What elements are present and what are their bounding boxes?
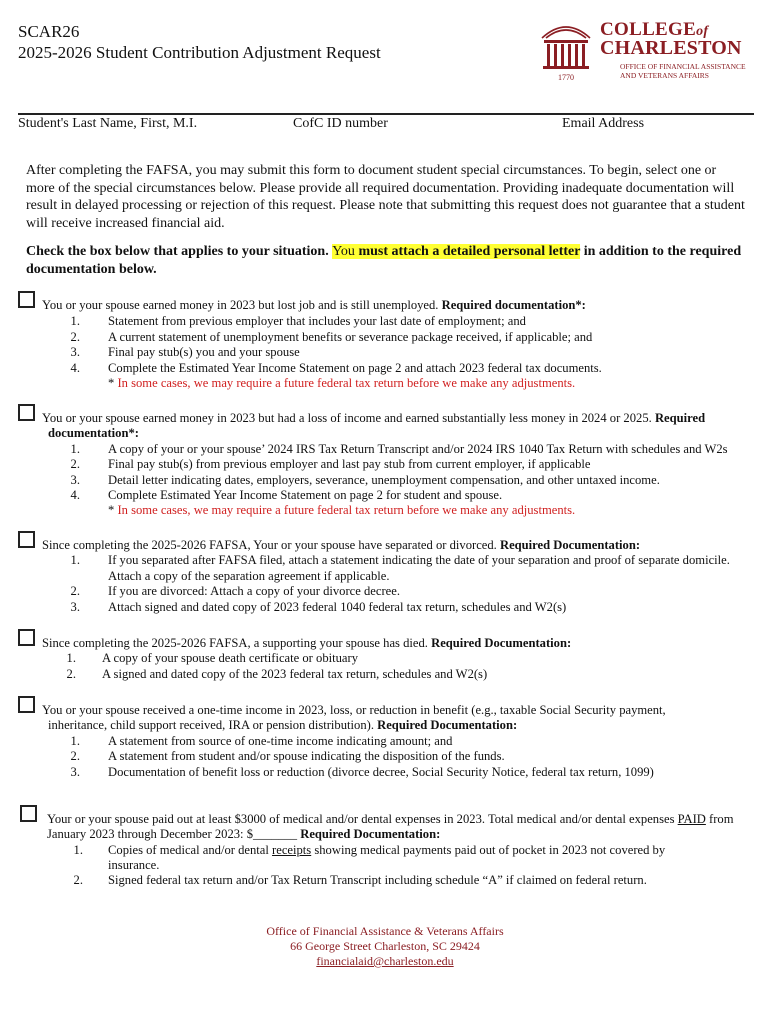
section-medical-lead: Your or your spouse paid out at least $3000 of medical and/or dental expenses in 2023. Total medical and/or dental expenses PAID from bbox=[47, 812, 734, 826]
section-income-loss-lead: You or your spouse earned money in 2023 but had a loss of income and earned substantially less money in 2024 or 2025. Required bbox=[42, 411, 706, 425]
item-number: 1. bbox=[70, 442, 80, 456]
list-item: If you separated after FAFSA filed, attach a statement indicating the date of your separation and proof of separate domicile. bbox=[108, 553, 730, 567]
required-doc-label: Required documentation*: bbox=[441, 298, 586, 312]
email-label: Email Address bbox=[562, 116, 645, 131]
list-item: A copy of your or your spouse’ 2024 IRS Tax Return Transcript and/or 2024 IRS 1040 Tax Return with schedules and W2s bbox=[108, 442, 728, 456]
footer-address: 66 George Street Charleston, SC 29424 bbox=[290, 939, 480, 953]
checkbox-medical-expenses[interactable] bbox=[20, 805, 37, 822]
item-number: 1. bbox=[70, 314, 80, 328]
section-separated-lead: Since completing the 2025-2026 FAFSA, Your or your spouse have separated or divorced. Required Documentation: bbox=[42, 538, 641, 552]
cofc-id-label: CofC ID number bbox=[293, 116, 388, 131]
footer-email-link[interactable]: financialaid@charleston.edu bbox=[316, 954, 454, 968]
note: * In some cases, we may require a future federal tax return before we make any adjustments. bbox=[108, 376, 576, 390]
college-seal-icon bbox=[538, 18, 594, 84]
footer-office: Office of Financial Assistance & Veterans Affairs bbox=[266, 924, 504, 938]
section-lost-job-lead: You or your spouse earned money in 2023 but lost job and is still unemployed. Required documentation*: bbox=[42, 298, 586, 312]
item-number: 3. bbox=[70, 473, 80, 487]
logo-office-line1: OFFICE OF FINANCIAL ASSISTANCE bbox=[620, 62, 746, 71]
instruction-highlight-b: must attach a detailed personal letter bbox=[358, 244, 581, 259]
item-number: 3. bbox=[70, 765, 80, 779]
item-number: 1. bbox=[70, 553, 80, 567]
list-item-cont: insurance. bbox=[108, 858, 160, 872]
list-item: A signed and dated copy of the 2023 federal tax return, schedules and W2(s) bbox=[102, 667, 488, 681]
list-item-cont: Attach a copy of the separation agreement if applicable. bbox=[108, 569, 390, 583]
checkbox-spouse-died[interactable] bbox=[18, 629, 35, 646]
logo-year: 1770 bbox=[558, 73, 574, 82]
list-item: Complete the Estimated Year Income Statement on page 2 and attach 2023 federal tax documents. bbox=[108, 361, 602, 375]
section-spouse-died-lead: Since completing the 2025-2026 FAFSA, a supporting your spouse has died. Required Documentation: bbox=[42, 636, 572, 650]
list-item: If you are divorced: Attach a copy of your divorce decree. bbox=[108, 584, 400, 598]
instruction-part1: Check the box below that applies to your situation. bbox=[26, 244, 329, 259]
list-item: Documentation of benefit loss or reduction (divorce decree, Social Security Notice, federal tax return, 1099) bbox=[108, 765, 654, 779]
list-item: Detail letter indicating dates, employers, severance, unemployment compensation, and other untaxed income. bbox=[108, 473, 660, 487]
item-number: 2. bbox=[73, 873, 83, 887]
checkbox-income-loss[interactable] bbox=[18, 404, 35, 421]
college-logo bbox=[538, 18, 746, 84]
item-number: 4. bbox=[70, 361, 80, 375]
list-item: A statement from source of one-time income indicating amount; and bbox=[108, 734, 453, 748]
item-number: 4. bbox=[70, 488, 80, 502]
instruction-part2: in addition to the required documentation below. bbox=[26, 244, 742, 277]
list-item: Final pay stub(s) from previous employer and last pay stub from current employer, if applicable bbox=[108, 457, 591, 471]
logo-office-line2: AND VETERANS AFFAIRS bbox=[620, 71, 709, 80]
item-number: 1. bbox=[66, 651, 76, 665]
list-item: Final pay stub(s) you and your spouse bbox=[108, 345, 300, 359]
list-item: Statement from previous employer that includes your last date of employment; and bbox=[108, 314, 526, 328]
list-item: Attach signed and dated copy of 2023 federal 1040 federal tax return, schedules and W2(s) bbox=[108, 600, 567, 614]
list-item: A statement from student and/or spouse indicating the disposition of the funds. bbox=[108, 749, 505, 763]
item-number: 3. bbox=[70, 345, 80, 359]
checkbox-one-time-income[interactable] bbox=[18, 696, 35, 713]
item-number: 2. bbox=[70, 749, 80, 763]
item-number: 2. bbox=[70, 457, 80, 471]
instruction bbox=[26, 243, 748, 278]
list-item: Copies of medical and/or dental receipts showing medical payments paid out of pocket in 2023 not covered by bbox=[108, 843, 666, 857]
item-number: 1. bbox=[70, 734, 80, 748]
section-one-time-income-lead: You or your spouse received a one-time income in 2023, loss, or reduction in benefit (e.g., taxable Social Security payment, bbox=[42, 703, 666, 717]
instruction-highlight-a: You bbox=[332, 244, 359, 259]
logo-charleston: CHARLESTON bbox=[600, 37, 742, 59]
header-divider bbox=[18, 113, 754, 115]
list-item: A current statement of unemployment benefits or severance package received, if applicable; and bbox=[108, 330, 593, 344]
medical-amount-field[interactable]: January 2023 through December 2023: $_______ bbox=[47, 827, 298, 841]
note: * In some cases, we may require a future federal tax return before we make any adjustments. bbox=[108, 503, 576, 517]
item-number: 2. bbox=[66, 667, 76, 681]
list-item: A copy of your spouse death certificate or obituary bbox=[102, 651, 358, 665]
student-name-label: Student's Last Name, First, M.I. bbox=[18, 116, 198, 131]
item-number: 1. bbox=[73, 843, 83, 857]
form-code: SCAR26 bbox=[18, 22, 80, 41]
checkbox-lost-job[interactable] bbox=[18, 291, 35, 308]
item-number: 2. bbox=[70, 330, 80, 344]
checkbox-separated[interactable] bbox=[18, 531, 35, 548]
required-doc-label: documentation*: bbox=[48, 426, 139, 440]
logo-of: of bbox=[696, 24, 709, 39]
form-title: 2025-2026 Student Contribution Adjustment Request bbox=[18, 43, 381, 62]
intro-paragraph: After completing the FAFSA, you may submit this form to document student special circumstances. To begin, select one or more of the special circumstances below. Please provide all required documentation. Providing inadequate documentation will result in delayed processing or rejection of this request. Please note that submitting this request does not guarantee that a student will receive increased financial aid. bbox=[26, 163, 745, 231]
item-number: 3. bbox=[70, 600, 80, 614]
logo-college: COLLEGE bbox=[600, 19, 697, 40]
section-one-time-income-lead2: inheritance, child support received, IRA or pension distribution). Required Documentation: bbox=[48, 718, 518, 732]
item-number: 2. bbox=[70, 584, 80, 598]
section-medical-lead2: January 2023 through December 2023: $_______ Required Documentation: bbox=[47, 827, 441, 841]
list-item: Signed federal tax return and/or Tax Return Transcript including schedule “A” if claimed on federal return. bbox=[108, 873, 647, 887]
list-item: Complete Estimated Year Income Statement on page 2 for student and spouse. bbox=[108, 488, 503, 502]
